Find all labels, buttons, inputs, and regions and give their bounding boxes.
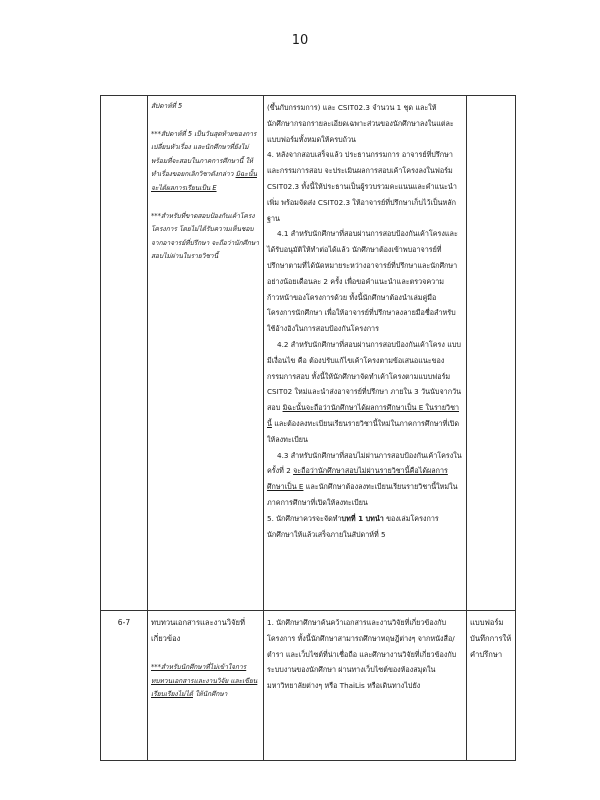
review-note: ***สำหรับนักศึกษาที่ไม่เข้าใจการทบทวนเอกสารและงานวิจัย และเขียนเรียบเรียงไม่ได้ ให้นักศึกษา xyxy=(151,663,258,699)
detail-paragraph: 4.2 สำหรับนักศึกษาที่สอบผ่านการสอบป้องกันเค้าโครง แบบมีเงื่อนไข คือ ต้องปรับแก้ไขเค้าโครงตามข้อเสนอแนะของกรรมการสอบ ทั้งนี้ให้นักศึกษาจัดทำเค้าโครงตามแบบฟอร์ม CSIT02 ใหม่และนำส่งอาจารย์ที่ปรึกษา ภายใน 3 วันนับจากวันสอบ มิฉะนั้นจะถือว่านักศึกษาได้ผลการศึกษาเป็น E ในรายวิชานี้ และต้องลงทะเบียนเรียนรายวิชานี้ใหม่ในภาคการศึกษาที่เปิดให้ลงทะเบียน xyxy=(267,339,462,444)
activity-cell xyxy=(148,96,264,611)
detail-paragraph: 4.1 สำหรับนักศึกษาที่สอบผ่านการสอบป้องกันเค้าโครงและได้รับอนุมัติให้ทำต่อได้แล้ว นักศึกษาต้องเข้าพบอาจารย์ที่ปรึกษาตามที่ได้นัดหมายระหว่างอาจารย์ที่ปรึกษาและนักศึกษา อย่างน้อยเดือนละ 2 ครั้ง เพื่อขอคำแนะนำและตรวจความก้าวหน้าของโครงการด้วย ทั้งนี้นักศึกษาต้องนำเล่มคู่มือโครงการนักศึกษา เพื่อให้อาจารย์ที่ปรึกษาลงลายมือชื่อสำหรับใช้อ้างอิงในการสอบป้องกันโครงการ xyxy=(267,229,458,334)
table-row xyxy=(101,611,516,761)
detail-paragraph: (ขึ้นกับกรรมการ) และ CSIT02.3 จำนวน 1 ชุด และให้นักศึกษากรอกรายละเอียดเฉพาะส่วนของนักศึกษาลงในแต่ละแบบฟอร์มทั้งหมดให้ครบถ้วน xyxy=(267,103,454,144)
week-label: สัปดาห์ที่ 5 xyxy=(151,102,183,110)
form-cell xyxy=(467,96,516,611)
table-row xyxy=(101,96,516,611)
detail-paragraph: 5. นักศึกษาควรจะจัดทำบทที่ 1 บทนำ ของเล่มโครงการนักศึกษาให้แล้วเสร็จภายในสัปดาห์ที่ 5 xyxy=(267,513,439,539)
activity-title: ทบทวนเอกสารและงานวิจัยที่เกี่ยวข้อง xyxy=(151,618,245,643)
page-number: 10 xyxy=(291,33,309,48)
details-cell xyxy=(264,96,467,611)
week-cell xyxy=(101,96,148,611)
detail-paragraph: 4.3 สำหรับนักศึกษาที่สอบไม่ผ่านการสอบป้องกันเค้าโครงในครั้งที่ 2 จะถือว่านักศึกษาสอบไม่ผ่านรายวิชานี้คือได้ผลการศึกษาเป็น E และนักศึกษาต้องลงทะเบียนเรียนรายวิชานี้ใหม่ในภาคการศึกษาที่เปิดให้ลงทะเบียน xyxy=(267,450,462,507)
schedule-table xyxy=(100,95,516,761)
details-cell: 1. นักศึกษาศึกษาค้นคว้าเอกสารและงานวิจัยที่เกี่ยวข้องกับโครงการ ทั้งนี้นักศึกษาสามารถศึกษาทฤษฎีต่างๆ จากหนังสือ/ตำรา และเว็บไซต์ที่น่าเชื่อถือ และศึกษางานวิจัยที่เกี่ยวข้องกับระบบงานของนักศึกษา ผ่านทางเว็บไซต์ของห้องสมุดในมหาวิทยาลัยต่างๆ หรือ ThaiLis หรือเดินทางไปยัง xyxy=(264,611,467,761)
activity-cell xyxy=(148,611,264,761)
detail-paragraph: 4. หลังจากสอบเสร็จแล้ว ประธานกรรมการ อาจารย์ที่ปรึกษาและกรรมการสอบ จะประเมินผลการสอบเค้าโครงลงในฟอร์ม CSIT02.3 ทั้งนี้ให้ประธานเป็นผู้รวบรวมคะแนนและคำแนะนำเพิ่ม พร้อมจัดส่ง CSIT02.3 ให้อาจารย์ที่ปรึกษาเก็บไว้เป็นหลักฐาน xyxy=(267,150,457,223)
deadline-note: ***สัปดาห์ที่ 5 เป็นวันสุดท้ายของการเปลี่ยนหัวเรื่อง และนักศึกษาที่ยังไม่พร้อมที่จะสอบในภาคการศึกษานี้ ให้ทำเรื่องขอยกเลิกวิชาดังกล่าว มิฉะนั้นจะได้ผลการเรียนเป็น E xyxy=(151,129,257,192)
week-cell: 6-7 xyxy=(101,611,148,761)
form-cell: แบบฟอร์มบันทึกการให้คำปรึกษา xyxy=(467,611,516,761)
absence-note: ***สำหรับที่ขาดสอบป้องกันเค้าโครงโครงการ โดยไม่ได้รับความเห็นชอบจากอาจารย์ที่ปรึกษา จะถือว่านักศึกษาสอบไม่ผ่านในรายวิชานี้ xyxy=(151,211,259,261)
